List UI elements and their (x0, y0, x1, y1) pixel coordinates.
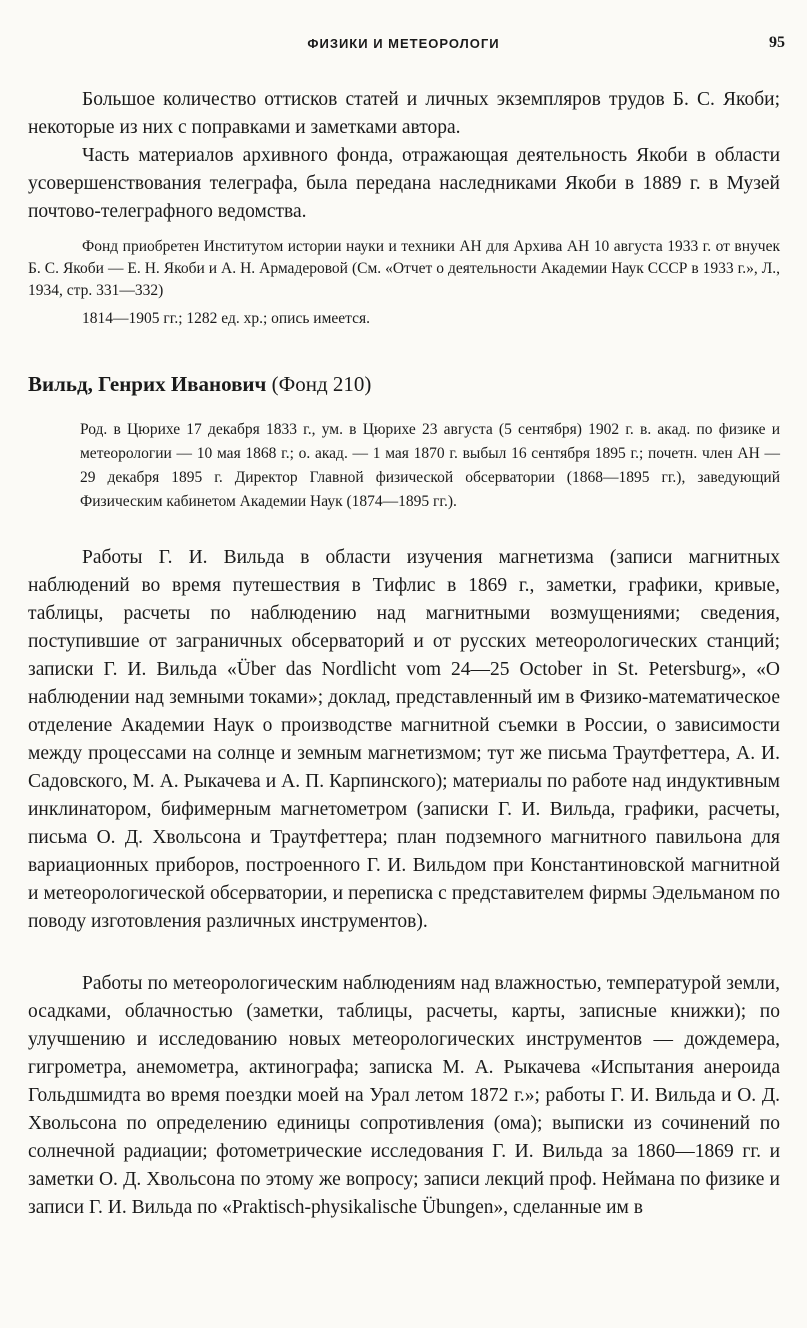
section1-paragraph-1: Большое количество оттисков статей и личных экземпляров трудов Б. С. Якоби; некоторые из них с поправками и заметками автора. (28, 89, 780, 138)
section2-paragraph-1: Работы Г. И. Вильда в области изучения магнетизма (записи магнитных наблюдений во время путешествия в Тифлис в 1869 г., заметки, графики, кривые, таблицы, расчеты по наблюдению над магнитными возмущениями; сведения, поступившие от заграничных обсерваторий и от русских метеорологических станций; записки Г. И. Вильда «Über das Nordlicht vom 24—25 October in St. Petersburg», «О наблюдении над земными токами»; доклад, представленный им в Физико-математическое отделение Академии Наук о производстве магнитной съемки в России, о зависимости между процессами на солнце и земным магнетизмом; тут же письма Траутфеттера, А. И. Садовского, М. А. Рыкачева и А. П. Карпинского); материалы по работе над индуктивным инклинатором, бифимерным магнетометром (записки Г. И. Вильда, графики, расчеты, письма О. Д. Хвольсона и Траутфеттера; план подземного магнитного павильона для вариационных приборов, построенного Г. И. Вильдом при Константиновской магнитной и метеорологической обсерватории, и переписка с представителем фирмы Эдельманом по поводу изготовления различных инструментов). (28, 547, 780, 932)
fond-number: (Фонд 210) (271, 372, 372, 396)
running-header (0, 32, 807, 56)
section2-paragraph-2: Работы по метеорологическим наблюдениям над влажностью, температурой земли, осадками, облачностью (заметки, таблицы, расчеты, карты, записные книжки); по улучшению и исследованию новых метеорологических инструментов — дождемера, гигрометра, анемометра, актинографа; записка М. А. Рыкачева «Испытания анероида Гольдшмидта во время поездки моей на Урал летом 1872 г.»; работы Г. И. Вильда и О. Д. Хвольсона по определению единицы сопротивления (ома); выписки из сочинений по солнечной радиации; фотометрические исследования Г. И. Вильда за 1860—1869 гг. и заметки О. Д. Хвольсона по этому же вопросу; записи лекций проф. Неймана по физике и записи Г. И. Вильда по «Praktisch-physikalische Übungen», сделанные им в (28, 973, 780, 1218)
running-title: ФИЗИКИ И МЕТЕОРОЛОГИ (307, 36, 500, 51)
fond-person-name: Вильд, Генрих Иванович (28, 372, 267, 396)
fond-heading (28, 372, 371, 397)
section1-note-extent: 1814—1905 гг.; 1282 ед. хр.; опись имеется. (82, 310, 371, 327)
section1-note-acquisition: Фонд приобретен Институтом истории науки и техники АН для Архива АН 10 августа 1933 г. от внучек Б. С. Якоби — Е. Н. Якоби и А. Н. Армадеровой (См. «Отчет о деятельности Академии Наук СССР в 1933 г.», Л., 1934, стр. 331—332) (28, 238, 780, 299)
section1-paragraph-2: Часть материалов архивного фонда, отражающая деятельность Якоби в области усовершенствования телеграфа, была передана наследниками Якоби в 1889 г. в Музей почтово-телеграфного ведомства. (28, 145, 780, 222)
page-number: 95 (769, 34, 785, 51)
biographical-note: Род. в Цюрихе 17 декабря 1833 г., ум. в Цюрихе 23 августа (5 сентября) 1902 г. в. акад. по физике и метеорологии — 10 мая 1868 г.; о. акад. — 1 мая 1870 г. выбыл 16 сентября 1895 г.; почетн. член АН — 29 декабря 1895 г. Директор Главной физической обсерватории (1868—1895 гг.), заведующий Физическим кабинетом Академии Наук (1874—1895 гг.). (80, 421, 780, 510)
